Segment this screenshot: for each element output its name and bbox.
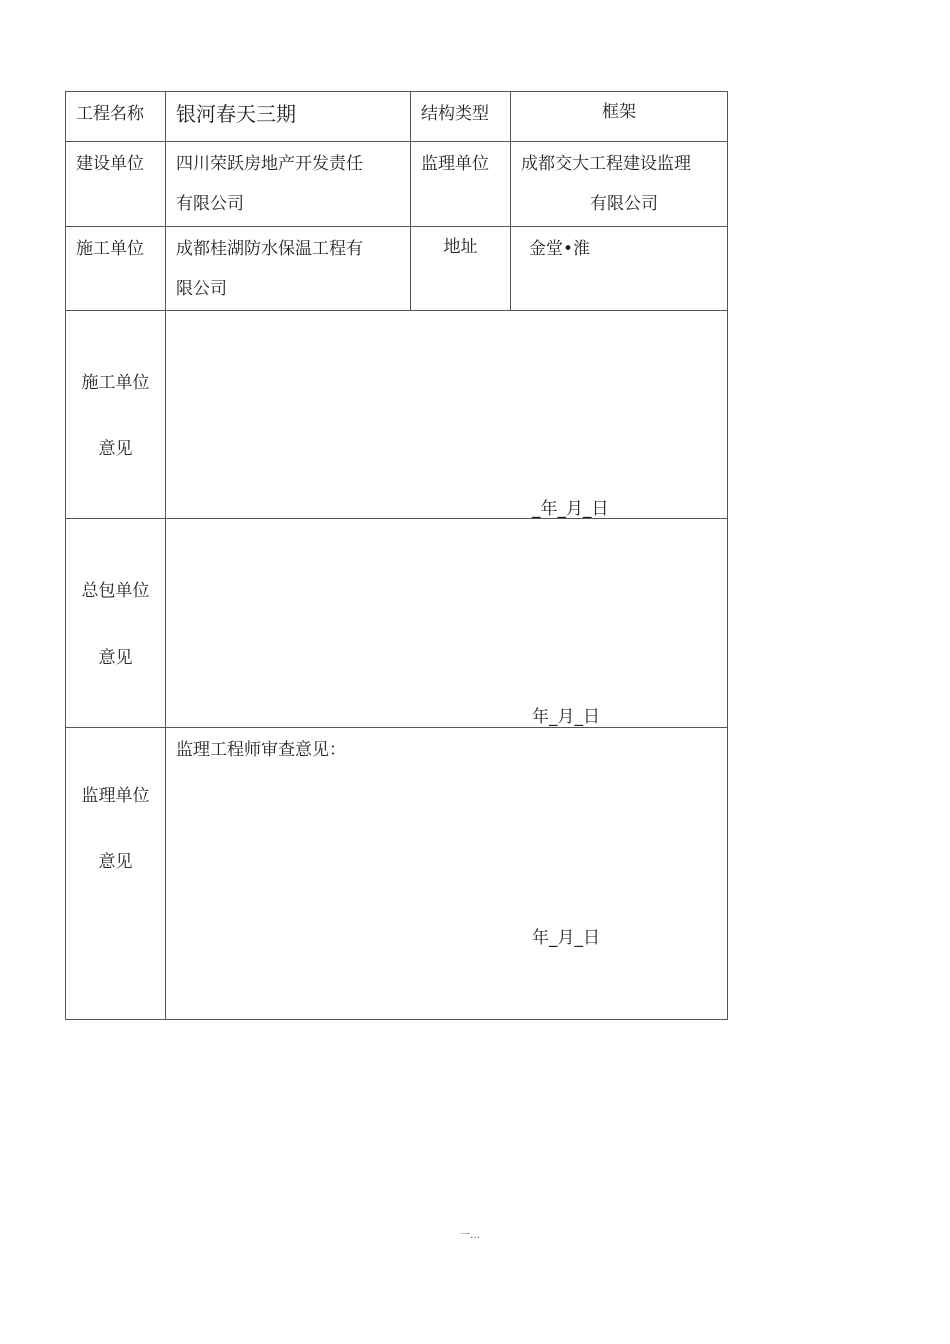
contractor-opinion-label-line1: 施工单位 bbox=[81, 373, 150, 393]
project-name-value: 银河春天三期 bbox=[166, 92, 411, 142]
supervisor-opinion-label-line1: 监理单位 bbox=[81, 786, 150, 806]
project-row bbox=[66, 92, 728, 142]
contractor-opinion-label bbox=[66, 311, 166, 519]
structure-type-label: 结构类型 bbox=[411, 92, 511, 142]
contractor-opinion-area[interactable] bbox=[166, 311, 728, 519]
supervisor-review-heading: 监理工程师审查意见： bbox=[176, 740, 346, 760]
supervisor-opinion-area[interactable] bbox=[166, 728, 728, 1020]
address-value: 金堂•淮 bbox=[511, 227, 728, 311]
builder-value-line1: 四川荣跃房地产开发责任 bbox=[176, 154, 363, 174]
contractor-opinion-date: _年_月_日 bbox=[532, 499, 609, 519]
general-contractor-opinion-label bbox=[66, 519, 166, 728]
supervisor-value bbox=[511, 142, 728, 227]
project-name-label: 工程名称 bbox=[66, 92, 166, 142]
general-contractor-opinion-label-line1: 总包单位 bbox=[81, 581, 150, 601]
builder-value bbox=[166, 142, 411, 227]
general-contractor-opinion-date: 年_月_日 bbox=[532, 707, 600, 727]
inspection-form-table bbox=[65, 91, 728, 1020]
builder-row bbox=[66, 142, 728, 227]
supervisor-label: 监理单位 bbox=[411, 142, 511, 227]
address-label: 地址 bbox=[411, 227, 511, 311]
supervisor-opinion-row bbox=[66, 728, 728, 1020]
builder-label: 建设单位 bbox=[66, 142, 166, 227]
supervisor-opinion-label-line2: 意见 bbox=[98, 852, 133, 872]
contractor-label: 施工单位 bbox=[66, 227, 166, 311]
general-contractor-opinion-label-line2: 意见 bbox=[98, 648, 133, 668]
contractor-row bbox=[66, 227, 728, 311]
supervisor-value-line2: 有限公司 bbox=[590, 194, 658, 214]
general-contractor-opinion-area[interactable] bbox=[166, 519, 728, 728]
contractor-opinion-label-line2: 意见 bbox=[98, 439, 133, 459]
structure-type-value: 框架 bbox=[511, 92, 728, 142]
contractor-value-line1: 成都桂湖防水保温工程有 bbox=[176, 239, 363, 259]
general-contractor-opinion-row bbox=[66, 519, 728, 728]
supervisor-opinion-label bbox=[66, 728, 166, 1020]
supervisor-opinion-date: 年_月_日 bbox=[532, 928, 600, 948]
contractor-value-line2: 限公司 bbox=[176, 279, 227, 299]
supervisor-value-line1: 成都交大工程建设监理 bbox=[521, 154, 691, 174]
builder-value-line2: 有限公司 bbox=[176, 194, 244, 214]
contractor-value bbox=[166, 227, 411, 311]
contractor-opinion-row bbox=[66, 311, 728, 519]
page-footer-mark: 一… bbox=[460, 1230, 480, 1241]
